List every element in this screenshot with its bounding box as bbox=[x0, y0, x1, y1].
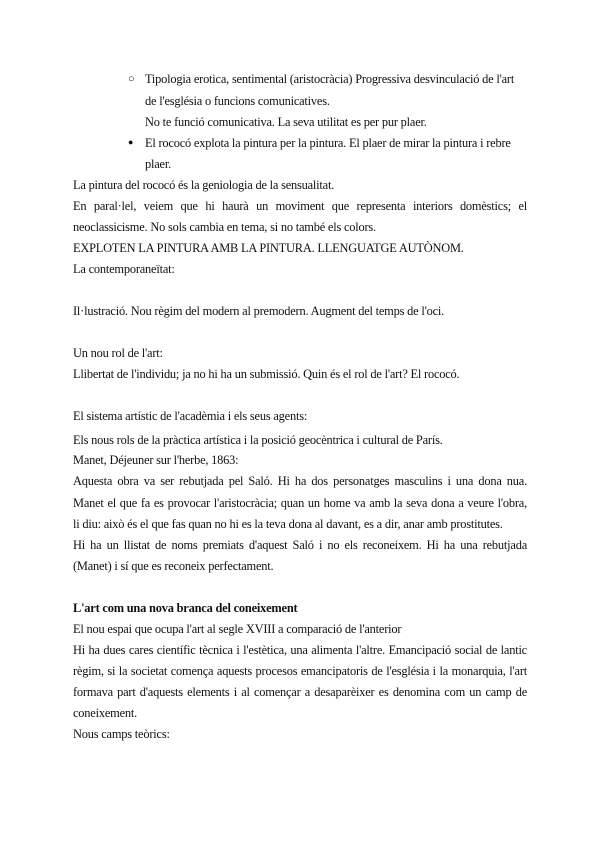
filled-bullet-icon: ● bbox=[128, 137, 134, 147]
paragraph-nous-camps: Nous camps teòrics: bbox=[73, 727, 170, 741]
paragraph-dues-cares-line-1: Hi ha dues cares científic tècnica i l'estètica, una alimenta l'altre. Emancipació social de lantic bbox=[73, 643, 527, 657]
paragraph-nous-rols: Els nous rols de la pràctica artística i la posició geocèntrica i cultural de París. bbox=[73, 433, 443, 447]
paragraph-manet-line-3: li diu: això és el que fas quan no hi es la teva dona al davant, es a dir, anar amb prostitutes. bbox=[73, 517, 503, 531]
paragraph-neoclassicisme-line-2: neoclassicisme. No sols cambia en tema, si no també els colors. bbox=[73, 220, 376, 234]
list-item-2-line-2: plaer. bbox=[145, 157, 171, 171]
paragraph-manet-line-2: Manet el que fa es provocar l'aristocràcia; quan un home va amb la seva dona a veure l'obra, bbox=[73, 496, 527, 510]
paragraph-dues-cares-line-3: formava part d'aquests elements i al començar a desaparèixer es denomina com un camp de bbox=[73, 685, 527, 699]
paragraph-dues-cares-line-2: règim, si la societat comença aquests procesos emancipatoris de l'església i la monarquia, l'art bbox=[73, 664, 527, 678]
paragraph-llibertat: Llibertat de l'individu; ja no hi ha un submissió. Quin és el rol de l'art? El rococó. bbox=[73, 367, 460, 381]
hollow-bullet-icon: ○ bbox=[128, 73, 135, 85]
list-item-2-line-1: El rococó explota la pintura per la pintura. El plaer de mirar la pintura i rebre bbox=[145, 136, 511, 150]
paragraph-manet-line-1: Aquesta obra va ser rebutjada pel Saló. Hi ha dos personatges masculins i una dona nua. bbox=[73, 474, 527, 488]
paragraph-contemporaneitat: La contemporaneïtat: bbox=[73, 262, 175, 276]
paragraph-neoclassicisme-line-1: En paral·lel, veiem que hi haurà un moviment que representa interiors domèstics; el bbox=[73, 199, 527, 213]
paragraph-nou-rol: Un nou rol de l'art: bbox=[73, 346, 163, 360]
section-heading: L'art com una nova branca del coneixement bbox=[73, 601, 298, 615]
paragraph-exploten: EXPLOTEN LA PINTURA AMB LA PINTURA. LLENGUATGE AUTÒNOM. bbox=[73, 241, 464, 255]
paragraph-nou-espai: El nou espai que ocupa l'art al segle XVIII a comparació de l'anterior bbox=[73, 622, 402, 636]
paragraph-llistat-line-1: Hi ha un llistat de noms premiats d'aquest Saló i no els reconeixem. Hi ha una rebutjada bbox=[73, 538, 527, 552]
paragraph-sistema-artistic: El sistema artístic de l'acadèmia i els seus agents: bbox=[73, 409, 308, 423]
list-item-1-line-3: No te funció comunicativa. La seva utilitat es per pur plaer. bbox=[145, 115, 427, 129]
paragraph-illustracio: Il·lustració. Nou règim del modern al premodern. Augment del temps de l'oci. bbox=[73, 304, 445, 318]
paragraph-dues-cares-line-4: coneixement. bbox=[73, 706, 138, 720]
paragraph-sensualitat: La pintura del rococó és la geniologia de la sensualitat. bbox=[73, 178, 335, 192]
paragraph-manet-title: Manet, Déjeuner sur l'herbe, 1863: bbox=[73, 453, 239, 467]
list-item-1-line-2: de l'església o funcions comunicatives. bbox=[145, 94, 330, 108]
list-item-1-line-1: Tipologia erotica, sentimental (aristocràcia) Progressiva desvinculació de l'art bbox=[145, 72, 515, 86]
paragraph-llistat-line-2: (Manet) i sí que es reconeix perfectament. bbox=[73, 559, 274, 573]
